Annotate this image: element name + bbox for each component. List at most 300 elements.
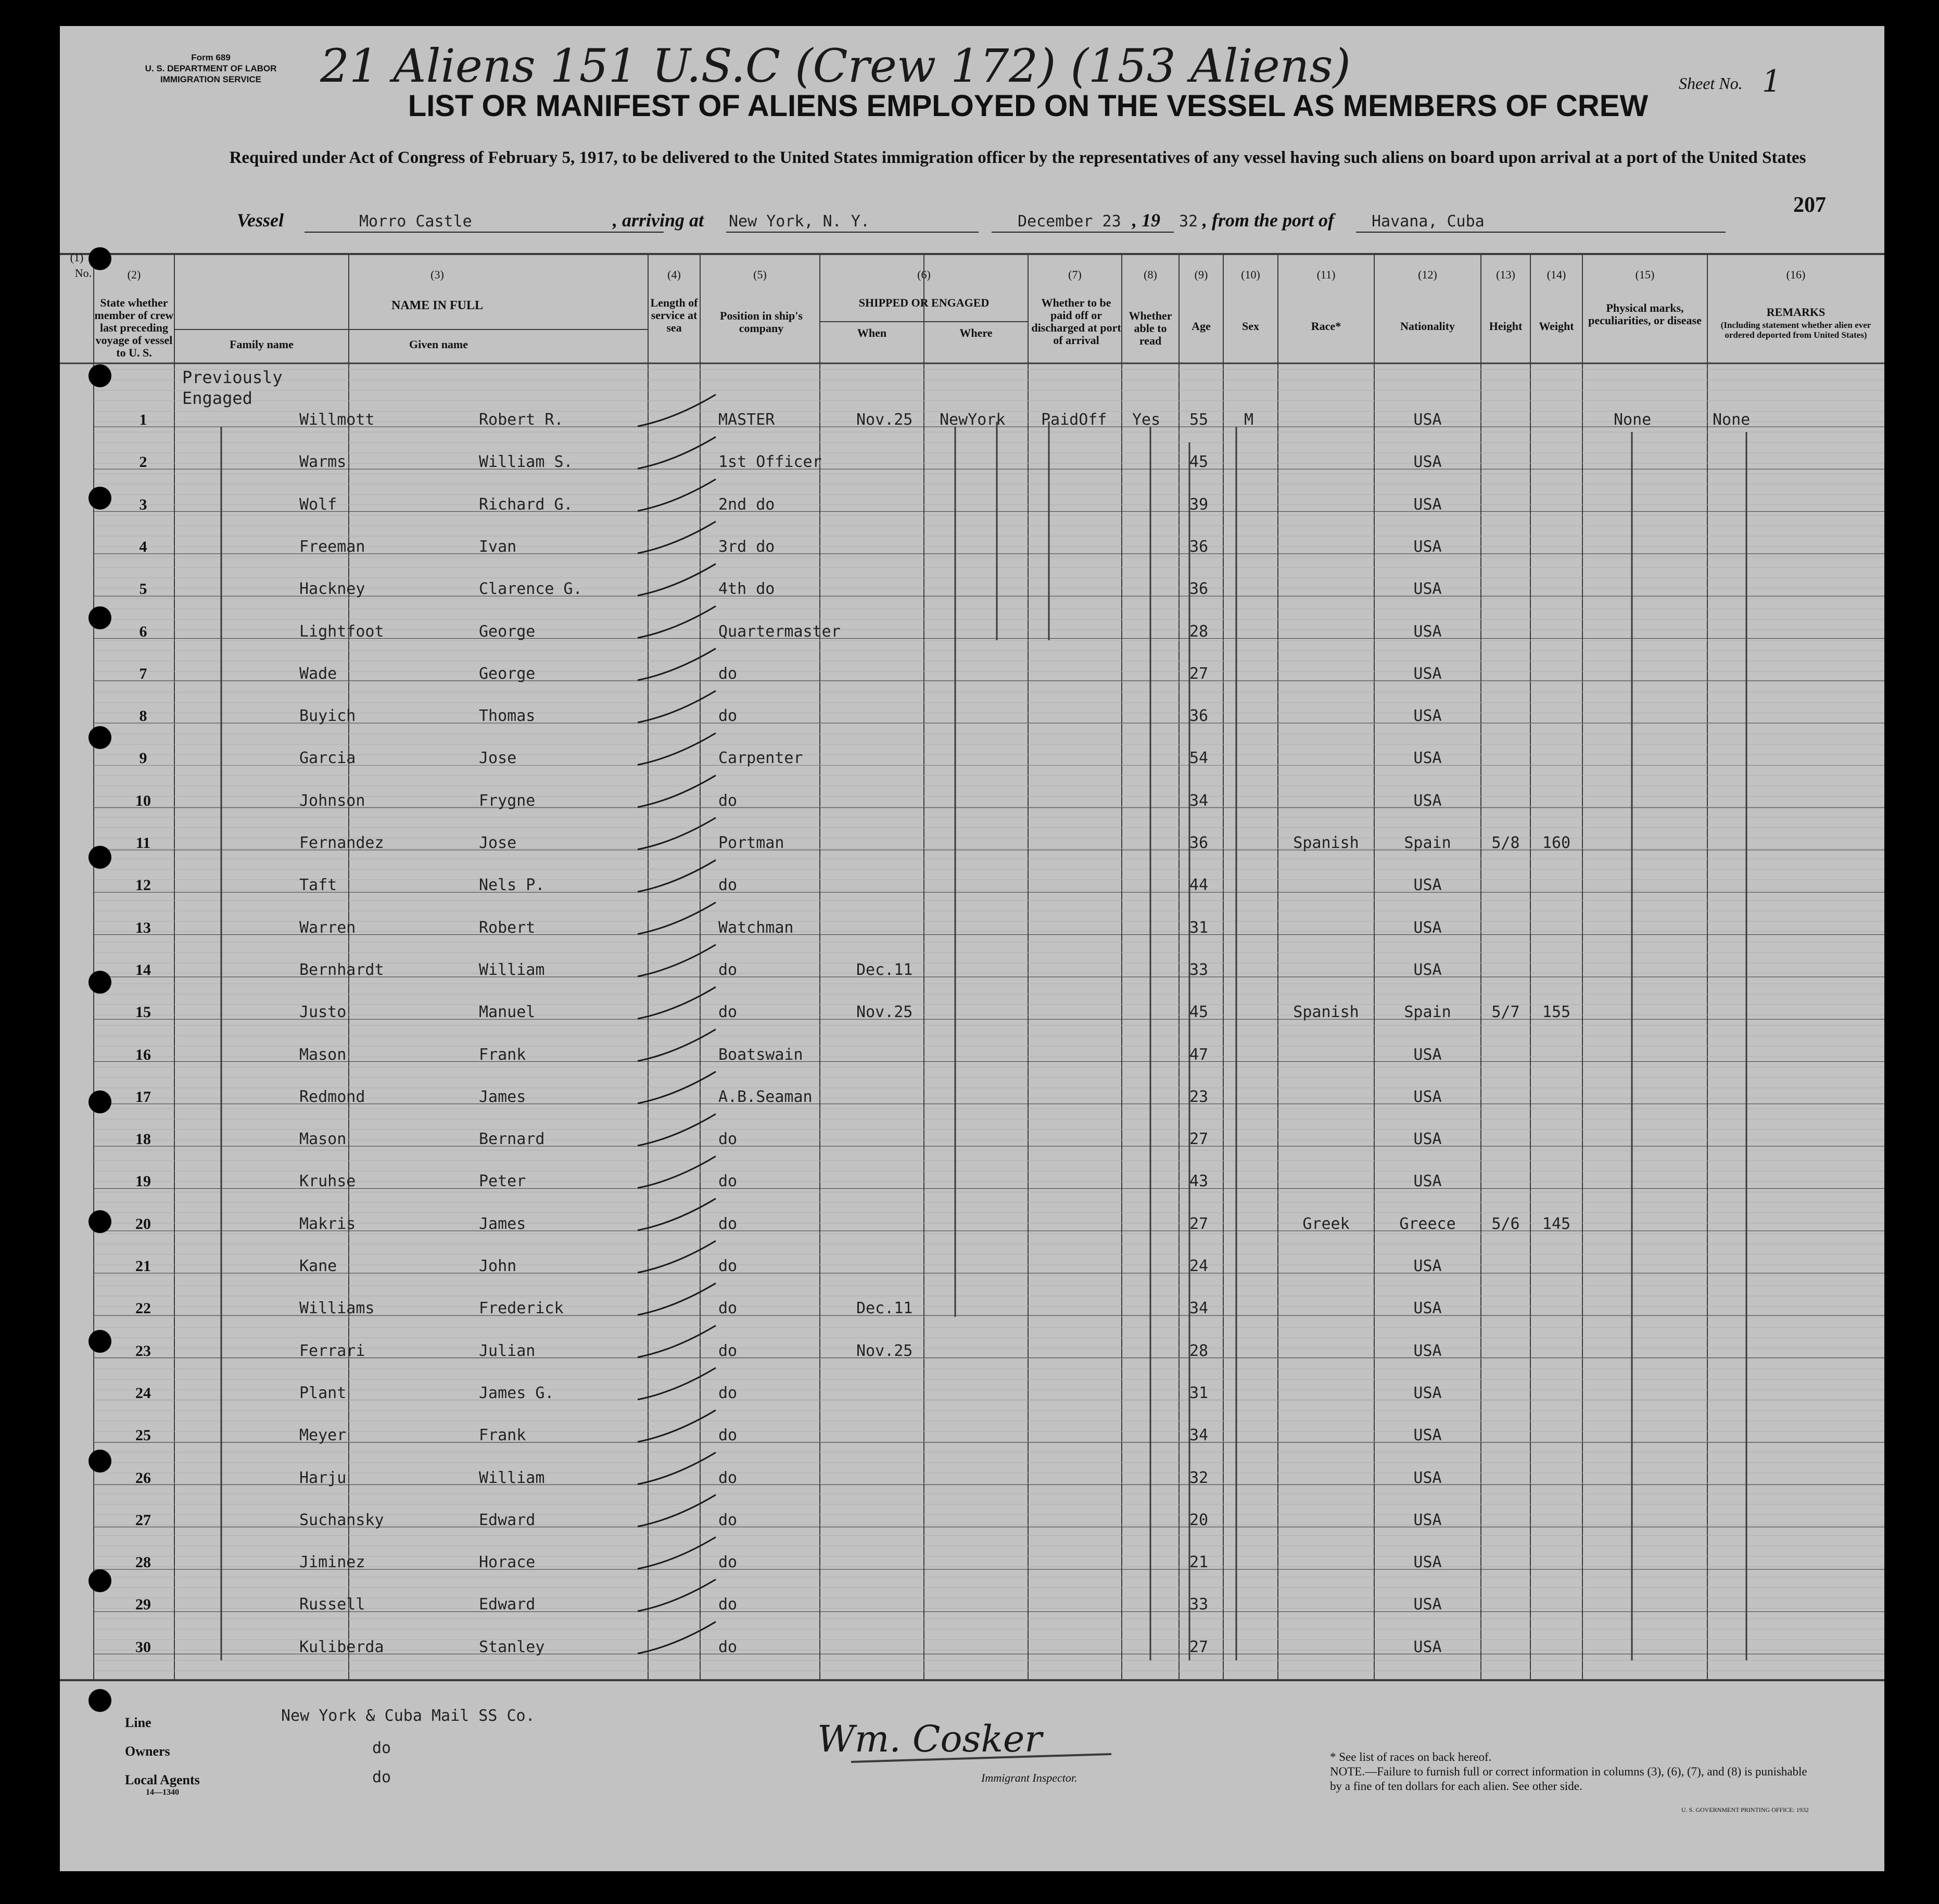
check-mark bbox=[638, 1326, 716, 1357]
check-mark bbox=[638, 1453, 716, 1484]
age: 45 bbox=[1189, 453, 1209, 472]
row-number: 25 bbox=[135, 1427, 151, 1444]
check-mark bbox=[638, 733, 716, 765]
nationality: USA bbox=[1413, 1426, 1442, 1445]
family-name: Garcia bbox=[299, 749, 356, 768]
nationality: USA bbox=[1413, 1172, 1442, 1191]
inspector-label: Immigrant Inspector. bbox=[981, 1771, 1078, 1784]
family-name: Warren bbox=[299, 918, 356, 937]
race: Spanish bbox=[1293, 834, 1359, 852]
row-number: 21 bbox=[135, 1258, 151, 1275]
nationality: USA bbox=[1413, 1257, 1442, 1275]
position: do bbox=[718, 1130, 738, 1149]
position: 4th do bbox=[718, 580, 775, 599]
form-code: 14—1340 bbox=[146, 1788, 179, 1797]
given-name: Frederick bbox=[479, 1299, 564, 1318]
row-number: 1 bbox=[139, 411, 147, 428]
family-name: Jiminez bbox=[299, 1553, 365, 1572]
age: 27 bbox=[1189, 1130, 1209, 1149]
height: 5/6 bbox=[1491, 1214, 1520, 1233]
family-name: Willmott bbox=[299, 411, 375, 429]
row-number: 3 bbox=[139, 496, 147, 513]
shipped-where: NewYork bbox=[940, 411, 1006, 429]
punch-hole bbox=[88, 1450, 111, 1473]
given-name: James G. bbox=[479, 1383, 554, 1402]
given-name: William bbox=[479, 960, 545, 979]
row-number: 30 bbox=[135, 1638, 151, 1656]
row-number: 4 bbox=[139, 538, 147, 555]
position: do bbox=[718, 1299, 738, 1318]
check-mark bbox=[638, 691, 716, 722]
check-mark bbox=[638, 1368, 716, 1400]
nationality: USA bbox=[1413, 1638, 1442, 1656]
position: Portman bbox=[718, 834, 784, 852]
nationality: USA bbox=[1413, 791, 1442, 810]
row-number: 12 bbox=[135, 877, 151, 894]
colnum-15: (15) bbox=[1635, 268, 1655, 281]
given-name: Ivan bbox=[479, 537, 517, 556]
given-name: Jose bbox=[479, 749, 517, 768]
races-note: * See list of races on back hereof. bbox=[1330, 1750, 1492, 1763]
punch-hole bbox=[88, 247, 111, 270]
nationality: USA bbox=[1413, 495, 1442, 514]
family-name: Kane bbox=[299, 1257, 337, 1275]
nationality: USA bbox=[1413, 1510, 1442, 1529]
family-name: Mason bbox=[299, 1130, 347, 1149]
age: 28 bbox=[1189, 1341, 1209, 1360]
family-name: Taft bbox=[299, 876, 337, 895]
sheet-reference: 207 bbox=[1793, 193, 1826, 217]
punch-hole bbox=[88, 971, 111, 994]
from-port: Havana, Cuba bbox=[1372, 212, 1485, 231]
colnum-8: (8) bbox=[1144, 268, 1157, 281]
age: 34 bbox=[1189, 1299, 1209, 1318]
age: 54 bbox=[1189, 749, 1209, 768]
given-name: James bbox=[479, 1214, 526, 1233]
given-name: Frygne bbox=[479, 791, 536, 810]
position: do bbox=[718, 960, 738, 979]
department: U. S. DEPARTMENT OF LABOR bbox=[145, 64, 277, 73]
colnum-9: (9) bbox=[1194, 268, 1208, 281]
row-number: 11 bbox=[135, 834, 151, 852]
check-mark bbox=[638, 1622, 716, 1654]
header-shipped: SHIPPED OR ENGAGED bbox=[858, 296, 990, 309]
position: do bbox=[718, 1468, 738, 1487]
punch-hole bbox=[88, 726, 111, 749]
height: 5/8 bbox=[1491, 834, 1520, 852]
header-where: Where bbox=[959, 326, 993, 339]
colnum-7: (7) bbox=[1068, 268, 1082, 281]
height: 5/7 bbox=[1491, 1003, 1520, 1022]
header-state: State whether member of crew last preceding voyage of vessel to U. S. bbox=[94, 296, 174, 359]
position: do bbox=[718, 1003, 738, 1022]
given-name: William bbox=[479, 1468, 545, 1487]
weight: 145 bbox=[1542, 1214, 1571, 1233]
age: 34 bbox=[1189, 1426, 1209, 1445]
row-number: 2 bbox=[139, 453, 147, 471]
handwritten-note: 21 Aliens 151 U.S.C (Crew 172) (153 Aliens) bbox=[320, 39, 1351, 93]
check-mark bbox=[638, 1072, 716, 1103]
age: 27 bbox=[1189, 1214, 1209, 1233]
given-name: Thomas bbox=[479, 707, 536, 726]
family-name: Plant bbox=[299, 1383, 347, 1402]
age: 28 bbox=[1189, 622, 1209, 641]
shipped-when: Nov.25 bbox=[856, 1341, 913, 1360]
sheet-label: Sheet No. bbox=[1679, 74, 1743, 93]
age: 43 bbox=[1189, 1172, 1209, 1191]
header-physical: Physical marks, peculiarities, or disease bbox=[1588, 301, 1702, 327]
family-name: Williams bbox=[299, 1299, 375, 1318]
row-number: 29 bbox=[135, 1596, 151, 1614]
check-mark bbox=[638, 903, 716, 934]
position: do bbox=[718, 1595, 738, 1614]
nationality: USA bbox=[1413, 580, 1442, 599]
check-mark bbox=[638, 1114, 716, 1146]
row-number: 16 bbox=[135, 1046, 151, 1063]
age: 36 bbox=[1189, 834, 1209, 852]
check-mark bbox=[638, 1241, 716, 1273]
header-nationality: Nationality bbox=[1400, 320, 1455, 333]
page-subtitle: Required under Act of Congress of February 5, 1917, to be delivered to the United States immigration officer by the representatives of any vessel having such aliens on board upon arrival at a port of the United States bbox=[229, 148, 1806, 167]
given-name: Jose bbox=[479, 834, 517, 852]
age: 32 bbox=[1189, 1468, 1209, 1487]
position: do bbox=[718, 1341, 738, 1360]
check-mark bbox=[638, 987, 716, 1019]
family-name: Mason bbox=[299, 1045, 347, 1064]
position: do bbox=[718, 1214, 738, 1233]
remarks: None bbox=[1713, 411, 1751, 429]
family-name: Hackney bbox=[299, 580, 365, 599]
position: do bbox=[718, 791, 738, 810]
header-name: NAME IN FULL bbox=[391, 299, 483, 312]
nationality: USA bbox=[1413, 876, 1442, 895]
punch-hole bbox=[88, 1090, 111, 1113]
punch-hole bbox=[88, 846, 111, 869]
given-name: Edward bbox=[479, 1510, 536, 1529]
family-name: Justo bbox=[299, 1003, 347, 1022]
shipped-when: Nov.25 bbox=[856, 1003, 913, 1022]
able-read: Yes bbox=[1132, 411, 1161, 429]
family-name: Wolf bbox=[299, 495, 337, 514]
position: do bbox=[718, 1383, 738, 1402]
given-name: John bbox=[479, 1257, 517, 1275]
nationality: USA bbox=[1413, 1045, 1442, 1064]
manifest-sheet bbox=[60, 26, 1884, 1871]
nationality: USA bbox=[1413, 707, 1442, 726]
punch-hole bbox=[88, 606, 111, 629]
header-height: Height bbox=[1489, 320, 1523, 333]
vessel-label: Vessel bbox=[237, 210, 284, 231]
check-mark bbox=[638, 1410, 716, 1442]
agents-value: do bbox=[372, 1768, 391, 1786]
nationality: USA bbox=[1413, 1383, 1442, 1402]
vessel-underline bbox=[305, 216, 664, 233]
position: do bbox=[718, 876, 738, 895]
colnum-13: (13) bbox=[1496, 268, 1515, 281]
check-mark bbox=[638, 1199, 716, 1230]
colnum-10: (10) bbox=[1241, 268, 1260, 281]
age: 36 bbox=[1189, 580, 1209, 599]
age: 24 bbox=[1189, 1257, 1209, 1275]
age: 21 bbox=[1189, 1553, 1209, 1572]
header-given: Given name bbox=[409, 338, 468, 351]
age: 36 bbox=[1189, 537, 1209, 556]
age: 31 bbox=[1189, 1383, 1209, 1402]
row-number: 24 bbox=[135, 1384, 151, 1402]
family-name: Kuliberda bbox=[299, 1638, 384, 1656]
family-name: Buyich bbox=[299, 707, 356, 726]
nationality: Spain bbox=[1404, 834, 1451, 852]
row-number: 7 bbox=[139, 665, 147, 682]
check-mark bbox=[638, 564, 716, 595]
given-name: Robert R. bbox=[479, 411, 564, 429]
colnum-14: (14) bbox=[1547, 268, 1566, 281]
header-no: No. bbox=[74, 266, 92, 280]
state-previously: Previously bbox=[182, 367, 283, 387]
arrival-date: December 23 bbox=[1018, 212, 1121, 231]
age: 27 bbox=[1189, 1638, 1209, 1656]
position: do bbox=[718, 1426, 738, 1445]
check-mark bbox=[638, 1030, 716, 1061]
family-name: Wade bbox=[299, 664, 337, 683]
header-position: Position in ship's company bbox=[720, 309, 803, 335]
given-name: Clarence G. bbox=[479, 580, 582, 599]
given-name: James bbox=[479, 1087, 526, 1106]
weight: 155 bbox=[1542, 1003, 1571, 1022]
age: 44 bbox=[1189, 876, 1209, 895]
shipped-when: Dec.11 bbox=[856, 960, 913, 979]
position: do bbox=[718, 1257, 738, 1275]
header-remarks-sub: (Including statement whether alien ever ordered deported from United States) bbox=[1720, 320, 1871, 340]
row-number: 14 bbox=[135, 961, 151, 979]
year-prefix: , 19 bbox=[1132, 210, 1160, 231]
page-title: LIST OR MANIFEST OF ALIENS EMPLOYED ON THE VESSEL AS MEMBERS OF CREW bbox=[408, 89, 1649, 123]
colnum-1: (1) bbox=[70, 251, 84, 264]
race: Greek bbox=[1302, 1214, 1350, 1233]
row-number: 8 bbox=[139, 707, 147, 725]
family-name: Fernandez bbox=[299, 834, 384, 852]
position: 1st Officer bbox=[718, 453, 822, 472]
nationality: USA bbox=[1413, 622, 1442, 641]
check-mark bbox=[638, 522, 716, 553]
colnum-11: (11) bbox=[1316, 268, 1336, 281]
from-label: , from the port of bbox=[1202, 210, 1335, 231]
colnum-12: (12) bbox=[1418, 268, 1437, 281]
nationality: USA bbox=[1413, 664, 1442, 683]
position: Watchman bbox=[718, 918, 794, 937]
colnum-2: (2) bbox=[127, 268, 141, 281]
nationality: USA bbox=[1413, 537, 1442, 556]
nationality: Spain bbox=[1404, 1003, 1451, 1022]
check-mark bbox=[638, 776, 716, 807]
punch-hole bbox=[88, 1569, 111, 1592]
given-name: Bernard bbox=[479, 1130, 545, 1149]
given-name: Stanley bbox=[479, 1638, 545, 1656]
header-remarks: REMARKS bbox=[1766, 306, 1826, 319]
nationality: USA bbox=[1413, 411, 1442, 429]
check-mark bbox=[638, 1283, 716, 1315]
colnum-6: (6) bbox=[917, 268, 931, 281]
arriving-label: , arriving at bbox=[613, 210, 704, 231]
row-number: 27 bbox=[135, 1511, 151, 1529]
header-length: Length of service at sea bbox=[650, 296, 698, 334]
family-name: Harju bbox=[299, 1468, 347, 1487]
given-name: Robert bbox=[479, 918, 536, 937]
header-race: Race* bbox=[1311, 320, 1341, 333]
position: 2nd do bbox=[718, 495, 775, 514]
row-number: 17 bbox=[135, 1088, 151, 1106]
punch-hole bbox=[88, 1210, 111, 1233]
nationality: USA bbox=[1413, 1468, 1442, 1487]
row-number: 5 bbox=[139, 580, 147, 598]
check-mark bbox=[638, 818, 716, 849]
check-mark bbox=[638, 945, 716, 976]
header-paid-off: Whether to be paid off or discharged at port of arrival bbox=[1031, 296, 1121, 347]
weight: 160 bbox=[1542, 834, 1571, 852]
check-mark bbox=[638, 1156, 716, 1188]
agents-label: Local Agents bbox=[125, 1772, 200, 1787]
check-mark bbox=[638, 649, 716, 680]
age: 34 bbox=[1189, 791, 1209, 810]
punch-hole bbox=[88, 1689, 111, 1712]
paid-off: PaidOff bbox=[1041, 411, 1107, 429]
form-number: Form 689 bbox=[191, 53, 231, 62]
nationality: USA bbox=[1413, 1553, 1442, 1572]
given-name: Manuel bbox=[479, 1003, 536, 1022]
family-name: Russell bbox=[299, 1595, 365, 1614]
age: 27 bbox=[1189, 664, 1209, 683]
row-number: 23 bbox=[135, 1342, 151, 1360]
header-weight: Weight bbox=[1539, 320, 1574, 333]
colnum-4: (4) bbox=[667, 268, 681, 281]
line-value: New York & Cuba Mail SS Co. bbox=[281, 1707, 535, 1725]
family-name: Kruhse bbox=[299, 1172, 356, 1191]
row-number: 10 bbox=[135, 792, 151, 809]
age: 39 bbox=[1189, 495, 1209, 514]
position: 3rd do bbox=[718, 537, 775, 556]
given-name: George bbox=[479, 664, 536, 683]
header-when: When bbox=[857, 326, 887, 339]
age: 33 bbox=[1189, 1595, 1209, 1614]
owners-label: Owners bbox=[125, 1744, 170, 1759]
position: do bbox=[718, 1172, 738, 1191]
race: Spanish bbox=[1293, 1003, 1359, 1022]
nationality: USA bbox=[1413, 960, 1442, 979]
physical-marks: None bbox=[1614, 411, 1652, 429]
given-name: Nels P. bbox=[479, 876, 545, 895]
nationality: USA bbox=[1413, 1087, 1442, 1106]
punch-hole bbox=[88, 1330, 111, 1353]
vessel-name: Morro Castle bbox=[359, 212, 472, 231]
age: 36 bbox=[1189, 707, 1209, 726]
position: MASTER bbox=[718, 411, 775, 429]
family-name: Ferrari bbox=[299, 1341, 365, 1360]
service: IMMIGRATION SERVICE bbox=[160, 74, 261, 84]
line-label: Line bbox=[125, 1715, 151, 1730]
state-engaged: Engaged bbox=[182, 388, 252, 408]
given-name: Frank bbox=[479, 1045, 526, 1064]
header-family: Family name bbox=[230, 338, 294, 351]
sheet-number: 1 bbox=[1762, 64, 1781, 99]
sex: M bbox=[1244, 411, 1254, 429]
header-sex: Sex bbox=[1242, 320, 1259, 333]
given-name: Edward bbox=[479, 1595, 536, 1614]
owners-value: do bbox=[372, 1739, 391, 1757]
family-name: Redmond bbox=[299, 1087, 365, 1106]
punch-hole bbox=[88, 364, 111, 387]
check-mark bbox=[638, 1495, 716, 1527]
colnum-16: (16) bbox=[1786, 268, 1806, 281]
position: do bbox=[718, 1553, 738, 1572]
row-number: 26 bbox=[135, 1469, 151, 1487]
header-age: Age bbox=[1192, 320, 1211, 333]
age: 20 bbox=[1189, 1510, 1209, 1529]
row-number: 19 bbox=[135, 1173, 151, 1190]
position: do bbox=[718, 1638, 738, 1656]
nationality: USA bbox=[1413, 1341, 1442, 1360]
position: do bbox=[718, 664, 738, 683]
family-name: Freeman bbox=[299, 537, 365, 556]
family-name: Warms bbox=[299, 453, 347, 472]
form-id bbox=[117, 52, 305, 85]
header-read: Whether able to read bbox=[1129, 309, 1172, 347]
position: A.B.Seaman bbox=[718, 1087, 813, 1106]
age: 31 bbox=[1189, 918, 1209, 937]
row-number: 22 bbox=[135, 1300, 151, 1317]
colnum-3: (3) bbox=[430, 268, 444, 281]
position: do bbox=[718, 707, 738, 726]
position: Carpenter bbox=[718, 749, 803, 768]
given-name: William S. bbox=[479, 453, 573, 472]
family-name: Meyer bbox=[299, 1426, 347, 1445]
given-name: Julian bbox=[479, 1341, 536, 1360]
nationality: USA bbox=[1413, 453, 1442, 472]
arriving-port: New York, N. Y. bbox=[729, 212, 870, 231]
family-name: Johnson bbox=[299, 791, 365, 810]
age: 47 bbox=[1189, 1045, 1209, 1064]
row-number: 15 bbox=[135, 1004, 151, 1021]
nationality: USA bbox=[1413, 1299, 1442, 1318]
family-name: Suchansky bbox=[299, 1510, 384, 1529]
age: 45 bbox=[1189, 1003, 1209, 1022]
row-number: 18 bbox=[135, 1131, 151, 1148]
position: Quartermaster bbox=[718, 622, 841, 641]
punch-hole bbox=[88, 487, 111, 510]
check-mark bbox=[638, 606, 716, 638]
nationality: Greece bbox=[1399, 1214, 1456, 1233]
nationality: USA bbox=[1413, 1595, 1442, 1614]
check-mark bbox=[638, 1537, 716, 1569]
check-mark bbox=[638, 860, 716, 892]
row-number: 9 bbox=[139, 750, 147, 767]
colnum-5: (5) bbox=[753, 268, 767, 281]
nationality: USA bbox=[1413, 1130, 1442, 1149]
age: 55 bbox=[1189, 411, 1209, 429]
check-mark bbox=[638, 1579, 716, 1611]
age: 23 bbox=[1189, 1087, 1209, 1106]
row-number: 20 bbox=[135, 1215, 151, 1233]
family-name: Bernhardt bbox=[299, 960, 384, 979]
given-name: Frank bbox=[479, 1426, 526, 1445]
row-number: 6 bbox=[139, 623, 147, 640]
nationality: USA bbox=[1413, 918, 1442, 937]
penalty-note: NOTE.—Failure to furnish full or correct information in columns (3), (6), (7), and (8) is punishable by a fine of ten dollars for each alien. See other side. bbox=[1330, 1765, 1807, 1793]
arrival-year: 32 bbox=[1179, 212, 1198, 231]
position: Boatswain bbox=[718, 1045, 803, 1064]
family-name: Lightfoot bbox=[299, 622, 384, 641]
shipped-when: Dec.11 bbox=[856, 1299, 913, 1318]
nationality: USA bbox=[1413, 749, 1442, 768]
